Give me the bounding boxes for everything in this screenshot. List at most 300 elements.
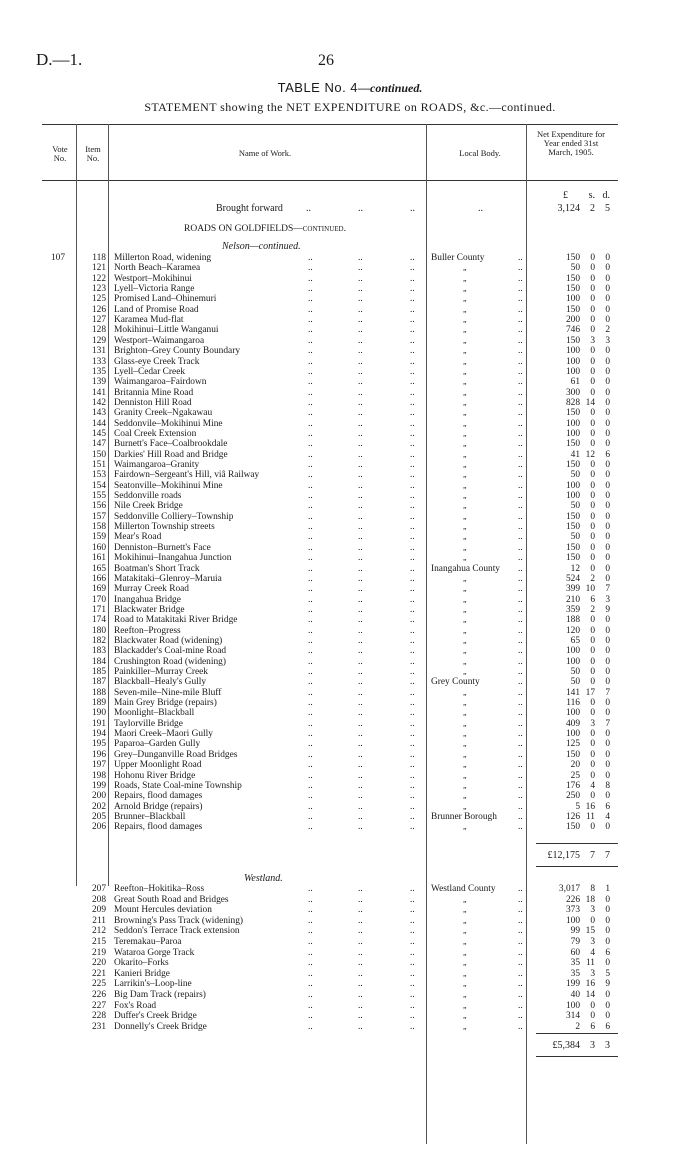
leader-dots: .. [308, 822, 313, 833]
local-body: „ [463, 718, 467, 728]
table-row [0, 979, 700, 989]
amount-pounds: 20 [570, 760, 580, 771]
westland-total-pounds: £5,384 [552, 1040, 580, 1051]
item-number: 158 [91, 522, 106, 533]
leader-dots: .. [308, 947, 313, 958]
amount-pence: 0 [605, 729, 610, 740]
leader-dots: .. [358, 791, 363, 802]
leader-dots: .. [308, 926, 313, 937]
local-body: „ [463, 522, 467, 532]
amount-shillings: 0 [590, 635, 595, 646]
leader-dots: .. [518, 729, 523, 740]
amount-shillings: 16 [585, 979, 595, 990]
leader-dots: .. [410, 1000, 415, 1011]
leader-dots: .. [308, 894, 313, 905]
item-number: 182 [91, 635, 106, 646]
table-row [0, 791, 700, 801]
amount-pence: 7 [605, 687, 610, 698]
item-number: 190 [91, 708, 106, 719]
leader-dots: .. [358, 604, 363, 615]
item-number: 166 [91, 573, 106, 584]
work-name: Land of Promise Road [114, 304, 199, 315]
table-row [0, 937, 700, 947]
amount-pounds: 828 [565, 397, 580, 408]
amount-pounds: 150 [565, 522, 580, 533]
leader-dots: .. [518, 687, 523, 698]
amount-pence: 1 [605, 884, 610, 894]
leader-dots: .. [410, 990, 415, 1000]
work-name: Moonlight–Blackball [114, 708, 195, 719]
leader-dots: .. [518, 646, 523, 657]
amount-pence: 0 [605, 677, 610, 688]
local-body: „ [463, 926, 467, 936]
amount-pence: 0 [605, 937, 610, 947]
amount-pence: 0 [605, 553, 610, 564]
leader-dots: .. [358, 749, 363, 760]
amount-pence: 3 [605, 594, 610, 605]
local-body: „ [463, 968, 467, 978]
leader-dots: .. [410, 460, 415, 470]
leader-dots: .. [358, 532, 363, 543]
leader-dots: .. [308, 439, 313, 450]
leader-dots: .. [410, 356, 415, 367]
amount-pounds: 150 [565, 335, 580, 346]
leader-dots: .. [410, 397, 415, 408]
amount-shillings: 0 [590, 1000, 595, 1011]
amount-shillings: 0 [590, 273, 595, 284]
leader-dots: .. [518, 397, 523, 408]
table-row [0, 1011, 700, 1021]
leader-dots: .. [410, 791, 415, 802]
work-name: Brighton–Grey County Boundary [114, 346, 241, 357]
work-name: Reefton–Progress [114, 625, 181, 636]
leader-dots: .. [308, 315, 313, 326]
table-row [0, 398, 700, 408]
amount-shillings: 0 [590, 460, 595, 470]
work-name: Lyell–Cedar Creek [114, 366, 186, 377]
amount-shillings: 0 [590, 346, 595, 357]
item-number: 196 [91, 749, 106, 760]
amount-pence: 5 [605, 968, 610, 979]
leader-dots: .. [518, 770, 523, 781]
table-row [0, 325, 700, 335]
leader-dots: .. [410, 625, 415, 636]
leader-dots: .. [358, 294, 363, 305]
local-body: „ [463, 335, 467, 345]
leader-dots: .. [518, 979, 523, 990]
statement-heading: STATEMENT showing the NET EXPENDITURE on ROADS, &c.—continued. [144, 100, 556, 114]
amount-pence: 9 [605, 979, 610, 990]
work-name: Grey–Dunganville Road Bridges [114, 749, 238, 760]
work-name: Paparoa–Garden Gully [114, 739, 201, 750]
item-number: 226 [91, 990, 106, 1000]
table-row [0, 990, 700, 1000]
amount-pounds: 150 [565, 511, 580, 522]
local-body: „ [463, 325, 467, 335]
leader-dots: .. [308, 708, 313, 719]
table-row [0, 522, 700, 532]
amount-pence: 0 [605, 263, 610, 274]
local-body: „ [463, 532, 467, 542]
table-row [0, 605, 700, 615]
amount-shillings: 0 [590, 470, 595, 481]
item-number: 195 [91, 739, 106, 750]
amount-pounds: 35 [570, 968, 580, 979]
amount-pence: 0 [605, 739, 610, 750]
leader-dots: .. [358, 522, 363, 533]
work-name: Big Dam Track (repairs) [114, 990, 206, 1000]
table-row [0, 470, 700, 480]
leader-dots: .. [518, 356, 523, 367]
table-row [0, 626, 700, 636]
leader-dots: .. [518, 615, 523, 626]
leader-dots: .. [308, 958, 313, 969]
table-row [0, 532, 700, 542]
work-name: Roads, State Coal-mine Township [114, 780, 242, 791]
leader-dots: .. [410, 947, 415, 958]
leader-dots: .. [308, 770, 313, 781]
leader-dots: .. [518, 947, 523, 958]
amount-shillings: 0 [590, 325, 595, 336]
leader-dots: .. [518, 273, 523, 284]
leader-dots: .. [410, 729, 415, 740]
leader-dots: .. [518, 491, 523, 502]
amount-shillings: 0 [590, 677, 595, 688]
leader-dots: .. [410, 573, 415, 584]
table-row [0, 802, 700, 812]
leader-dots: .. [358, 739, 363, 750]
table-row [0, 564, 700, 574]
leader-dots: .. [518, 958, 523, 969]
table-row [0, 315, 700, 325]
leader-dots: .. [308, 937, 313, 947]
nelson-total-pence: 7 [605, 850, 610, 861]
leader-dots: .. [308, 470, 313, 481]
amount-shillings: 0 [590, 822, 595, 833]
table-row [0, 708, 700, 718]
amount-shillings: 18 [585, 894, 595, 905]
table-row [0, 253, 700, 263]
leader-dots: .. [308, 968, 313, 979]
leader-dots: .. [308, 553, 313, 564]
amount-pounds: 50 [570, 470, 580, 481]
leader-dots: .. [308, 501, 313, 512]
leader-dots: .. [308, 253, 313, 263]
leader-dots: .. [518, 708, 523, 719]
leader-dots: .. [410, 905, 415, 916]
table-row [0, 305, 700, 315]
leader-dots: .. [358, 387, 363, 398]
leader-dots: .. [358, 263, 363, 274]
amount-shillings: 4 [590, 780, 595, 791]
local-body: „ [463, 418, 467, 428]
leader-dots: .. [410, 522, 415, 533]
leader-dots: .. [518, 780, 523, 791]
leader-dots: .. [518, 325, 523, 336]
leader-dots: .. [358, 573, 363, 584]
leader-dots: .. [410, 894, 415, 905]
amount-pounds: 50 [570, 677, 580, 688]
leader-dots: .. [410, 501, 415, 512]
amount-pounds: 150 [565, 460, 580, 470]
item-number: 156 [91, 501, 106, 512]
leader-dots: .. [308, 718, 313, 729]
leader-dots: .. [518, 387, 523, 398]
leader-dots: .. [410, 263, 415, 274]
leader-dots: .. [410, 470, 415, 481]
nelson-total-bottom-rule [536, 866, 618, 867]
leader-dots: .. [308, 418, 313, 429]
amount-pounds: 359 [565, 604, 580, 615]
leader-dots: .. [518, 635, 523, 646]
amount-shillings: 16 [585, 801, 595, 812]
leader-dots: .. [308, 625, 313, 636]
leader-dots: .. [410, 1011, 415, 1022]
amount-pence: 6 [605, 947, 610, 958]
leader-dots: .. [308, 791, 313, 802]
work-name: Inangahua Bridge [114, 594, 181, 605]
leader-dots: .. [358, 1011, 363, 1022]
leader-dots: .. [518, 1000, 523, 1011]
table-row [0, 263, 700, 273]
col-header-name: Name of Work. [238, 148, 292, 158]
amount-shillings: 0 [590, 284, 595, 295]
leader-dots: .. [358, 990, 363, 1000]
amount-shillings: 0 [590, 563, 595, 574]
local-body: „ [463, 480, 467, 490]
amount-shillings: 0 [590, 760, 595, 771]
amount-shillings: 0 [590, 428, 595, 439]
table-row [0, 667, 700, 677]
amount-pounds: 5 [575, 801, 580, 812]
amount-shillings: 0 [590, 553, 595, 564]
leader-dots: .. [518, 418, 523, 429]
item-number: 205 [91, 811, 106, 822]
work-name: Waimangaroa–Fairdown [114, 377, 207, 388]
leader-dots: .. [308, 346, 313, 357]
item-number: 187 [91, 677, 106, 688]
table-row [0, 677, 700, 687]
leader-dots: .. [518, 553, 523, 564]
amount-shillings: 14 [585, 990, 595, 1000]
leader-dots: .. [518, 449, 523, 460]
leader-dots: .. [518, 366, 523, 377]
amount-pence: 0 [605, 532, 610, 543]
subsection-westland: Westland. [244, 873, 283, 884]
leader-dots: .. [358, 203, 363, 214]
amount-shillings: 0 [590, 294, 595, 305]
amount-pence: 0 [605, 491, 610, 502]
work-name: Blackwater Road (widening) [114, 635, 223, 646]
leader-dots: .. [410, 937, 415, 947]
work-name: Lyell–Victoria Range [114, 284, 195, 295]
amount-pounds: 314 [565, 1011, 580, 1022]
leader-dots: .. [308, 532, 313, 543]
local-body: „ [463, 573, 467, 583]
table-row [0, 698, 700, 708]
amount-shillings: 0 [590, 698, 595, 709]
leader-dots: .. [358, 366, 363, 377]
item-number: 159 [91, 532, 106, 543]
amount-pounds: 40 [570, 990, 580, 1000]
leader-dots: .. [358, 884, 363, 894]
leader-dots: .. [410, 377, 415, 388]
item-number: 211 [92, 915, 106, 926]
amount-pounds: 150 [565, 439, 580, 450]
local-body: „ [463, 460, 467, 469]
leader-dots: .. [410, 428, 415, 439]
leader-dots: .. [518, 749, 523, 760]
work-name: Fairdown–Sergeant's Hill, viâ Railway [114, 470, 260, 481]
col-header-local-body: Local Body. [459, 148, 501, 158]
amount-pence: 0 [605, 418, 610, 429]
item-number: 184 [91, 656, 106, 667]
amount-pounds: 50 [570, 501, 580, 512]
leader-dots: .. [518, 937, 523, 947]
amount-pence: 0 [605, 625, 610, 636]
amount-shillings: 6 [590, 1021, 595, 1032]
leader-dots: .. [410, 418, 415, 429]
work-name: Darkies' Hill Road and Bridge [114, 449, 228, 460]
leader-dots: .. [308, 979, 313, 990]
item-number: 157 [91, 511, 106, 522]
leader-dots: .. [308, 304, 313, 315]
local-body: „ [463, 501, 467, 511]
work-name: Teremakau–Paroa [114, 937, 182, 947]
work-name: Repairs, flood damages [114, 791, 203, 802]
table-row [0, 460, 700, 470]
work-name: Fox's Road [114, 1000, 157, 1011]
work-name: Hohonu River Bridge [114, 770, 196, 781]
leader-dots: .. [308, 335, 313, 346]
work-name: Seven-mile–Nine-mile Bluff [114, 687, 222, 698]
amount-pounds: 120 [565, 625, 580, 636]
work-name: Mount Hercules deviation [114, 905, 212, 916]
local-body: „ [463, 822, 467, 832]
amount-pounds: 199 [565, 979, 580, 990]
amount-shillings: 0 [590, 263, 595, 274]
work-name: Painkiller–Murray Creek [114, 667, 208, 677]
unit-shillings: s. [588, 190, 595, 201]
amount-shillings: 3 [590, 937, 595, 947]
leader-dots: .. [518, 760, 523, 771]
local-body: „ [463, 511, 467, 521]
local-body: Inangahua County [431, 563, 500, 574]
leader-dots: .. [410, 273, 415, 284]
work-name: Karamea Mud-flat [114, 315, 184, 326]
leader-dots: .. [410, 511, 415, 522]
table-row [0, 1001, 700, 1011]
leader-dots: .. [518, 315, 523, 326]
amount-pounds: 399 [565, 584, 580, 595]
amount-pounds: 100 [565, 428, 580, 439]
amount-pounds: 373 [565, 905, 580, 916]
leader-dots: .. [308, 449, 313, 460]
amount-shillings: 2 [590, 573, 595, 584]
item-number: 185 [91, 667, 106, 677]
table-row [0, 812, 700, 822]
amount-shillings: 0 [590, 408, 595, 419]
item-number: 153 [91, 470, 106, 481]
leader-dots: .. [410, 822, 415, 833]
leader-dots: .. [410, 979, 415, 990]
leader-dots: .. [410, 687, 415, 698]
leader-dots: .. [358, 418, 363, 429]
item-number: 155 [91, 491, 106, 502]
leader-dots: .. [308, 594, 313, 605]
work-name: Repairs, flood damages [114, 822, 203, 833]
item-number: 180 [91, 625, 106, 636]
table-row [0, 481, 700, 491]
leader-dots: .. [358, 397, 363, 408]
item-number: 171 [91, 604, 106, 615]
leader-dots: .. [358, 947, 363, 958]
amount-pence: 0 [605, 1011, 610, 1022]
table-row [0, 274, 700, 284]
leader-dots: .. [518, 677, 523, 688]
leader-dots: .. [358, 822, 363, 833]
leader-dots: .. [518, 511, 523, 522]
item-number: 188 [91, 687, 106, 698]
leader-dots: .. [518, 801, 523, 812]
leader-dots: .. [308, 408, 313, 419]
amount-pence: 0 [605, 573, 610, 584]
amount-pence: 0 [605, 905, 610, 916]
vote-number: 107 [50, 253, 66, 263]
leader-dots: .. [358, 346, 363, 357]
work-name: Promised Land–Ohinemuri [114, 294, 217, 305]
local-body: „ [463, 749, 467, 759]
col-header-expenditure: Net Expenditure for Year ended 31st March, 1905. [537, 129, 605, 157]
item-number: 208 [91, 894, 106, 905]
table-row [0, 346, 700, 356]
leader-dots: .. [358, 553, 363, 564]
leader-dots: .. [410, 915, 415, 926]
amount-pounds: 150 [565, 273, 580, 284]
table-row [0, 688, 700, 698]
amount-shillings: 14 [585, 397, 595, 408]
leader-dots: .. [410, 491, 415, 502]
item-number: 206 [91, 822, 106, 833]
amount-shillings: 0 [590, 615, 595, 626]
table-row [0, 450, 700, 460]
leader-dots: .. [308, 284, 313, 295]
leader-dots: .. [410, 677, 415, 688]
local-body: „ [463, 770, 467, 780]
amount-pounds: 100 [565, 346, 580, 357]
local-body: „ [463, 615, 467, 625]
amount-shillings: 0 [590, 625, 595, 636]
leader-dots: .. [358, 408, 363, 419]
amount-pounds: 3,017 [558, 884, 580, 894]
leader-dots: .. [358, 1000, 363, 1011]
amount-pounds: 12 [570, 563, 580, 574]
work-name: Waimangaroa–Granity [114, 460, 200, 470]
item-number: 122 [91, 273, 106, 284]
leader-dots: .. [358, 1021, 363, 1032]
leader-dots: .. [308, 428, 313, 439]
amount-shillings: 0 [590, 511, 595, 522]
local-body: „ [463, 542, 467, 552]
leader-dots: .. [518, 667, 523, 677]
amount-shillings: 0 [590, 304, 595, 315]
item-number: 212 [91, 926, 106, 937]
item-number: 165 [91, 563, 106, 574]
table-row [0, 657, 700, 667]
leader-dots: .. [410, 926, 415, 937]
item-number: 197 [91, 760, 106, 771]
amount-pounds: 409 [565, 718, 580, 729]
